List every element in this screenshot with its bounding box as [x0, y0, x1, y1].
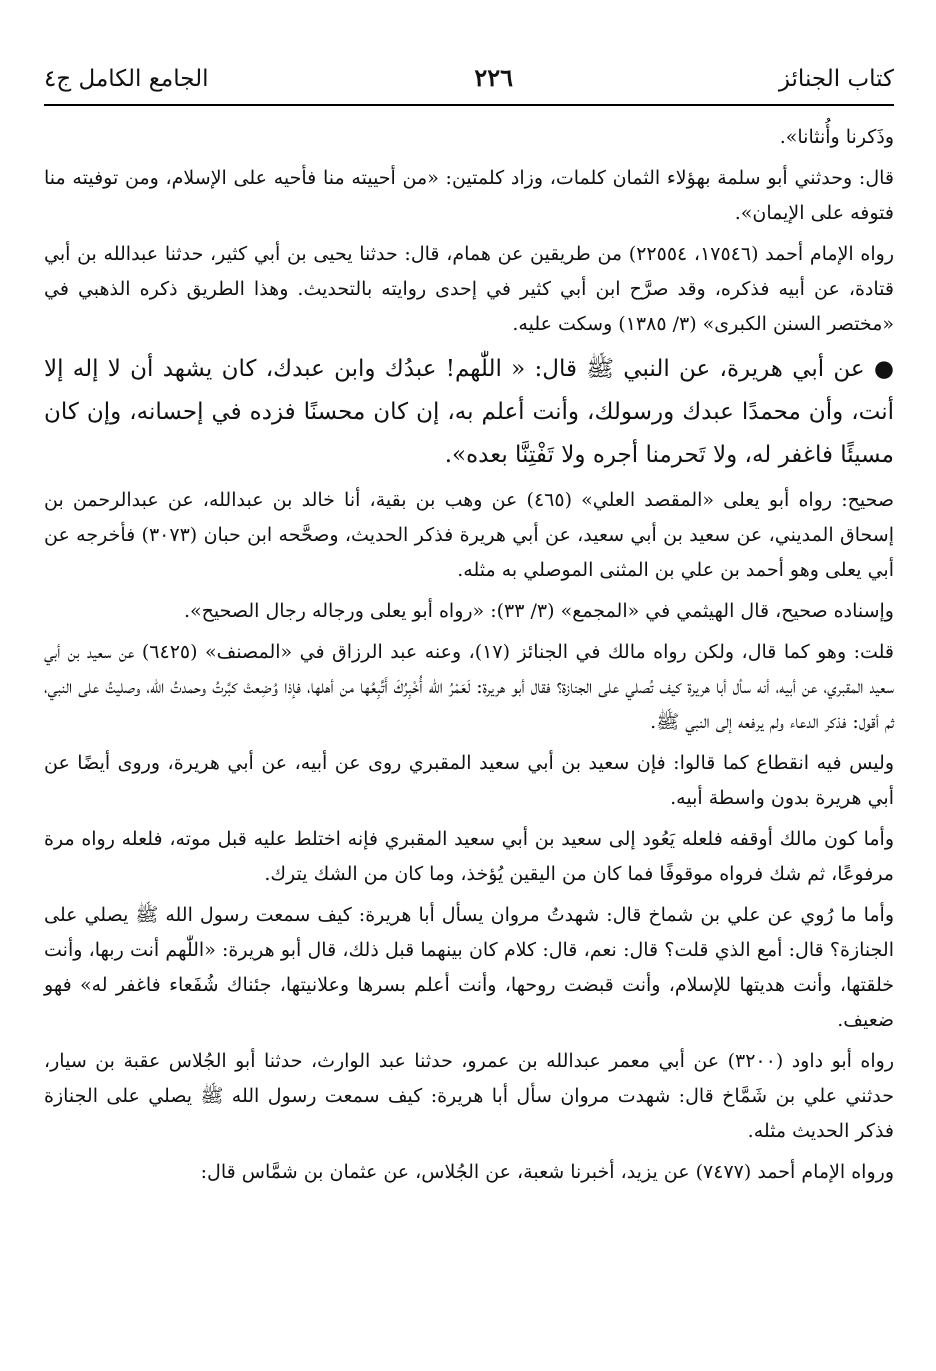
hadith-text: ● عن أبي هريرة، عن النبي ﷺ قال: « اللّٰهم! عبدُك وابن عبدك، كان يشهد أن لا إله إلا أنت، وأن محمدًا عبدك ورسولك، وأنت أعلم به، إن كان محسنًا فزده في إحسانه، وإن كان مسيئًا فاغفر له، ولا تَحرمنا أجره ولا تَفْتِنَّا بعده». [44, 356, 894, 468]
paragraph-3: رواه الإمام أحمد (١٧٥٤٦، ٢٢٥٥٤) من طريقين عن همام، قال: حدثنا يحيى بن أبي كثير، حدثنا عبدالله بن أبي قتادة، عن أبيه فذكره، وقد صرَّح ابن أبي كثير في إحدى روايته بالتحديث. وهذا الطريق ذكره الذهبي في «مختصر السنن الكبرى» (٣/ ١٣٨٥) وسكت عليه. [44, 243, 894, 335]
page [44, 58, 894, 1196]
page-number: ٢٢٦ [474, 63, 514, 92]
paragraph-2: قال: وحدثني أبو سلمة بهؤلاء الثمان كلمات، وزاد كلمتين: «من أحييته منا فأحيه على الإسلام، ومن توفيته منا فتوفه على الإيمان». [44, 167, 894, 224]
paragraph-1: وذَكرنا وأُنثانا». [779, 126, 894, 148]
header-rule [44, 104, 894, 106]
paragraph-6: وإسناده صحيح، قال الهيثمي في «المجمع» (٣/ ٣٣): «رواه أبو يعلى ورجاله رجال الصحيح». [183, 600, 894, 622]
paragraph-7: قلت: وهو كما قال، ولكن رواه مالك في الجنائز (١٧)، وعنه عبد الرزاق في «المصنف» (٦٤٢٥) عن سعيد بن أبي سعيد المقبري، عن أبيه، أنه سأل أبا هريرة كيف تُصلي على الجنازة؟ فقال أبو هريرة: لَعَمْرُ الله أُخْبِرُكَ أَتَّبِعُها من أهلها، فإذا وُضِعتْ كبَّرتُ وحمدتُ اللّٰه، وصليتُ على النبي، ثم أقول: فذكر الدعاء ولم يرفعه إلى النبي ﷺ. [44, 641, 895, 733]
page-body [44, 120, 894, 1190]
paragraph-11: رواه أبو داود (٣٢٠٠) عن أبي معمر عبدالله بن عمرو، حدثنا عبد الوارث، حدثنا أبو الجُلاس عقبة بن سيار، حدثني علي بن شَمَّاخ قال: شهدت مروان سأل أبا هريرة: كيف سمعت رسول الله ﷺ يصلي على الجنازة فذكر الحديث مثله. [44, 1050, 895, 1142]
running-header [44, 58, 894, 98]
paragraph-10: وأما ما رُوي عن علي بن شماخ قال: شهدتُ مروان يسأل أبا هريرة: كيف سمعت رسول الله ﷺ يصلي على الجنازة؟ قال: أمع الذي قلت؟ قال: نعم، قال: كلام كان بينهما قبل ذلك، قال أبو هريرة: «اللّٰهم أنت ربها، وأنت خلقتها، وأنت هديتها للإسلام، وأنت قبضت روحها، وأنت أعلم بسرها وعلانيتها، جئناك شُفَعاء فاغفر له» فهو ضعيف. [44, 904, 894, 1031]
chapter-title: كتاب الجنائز [778, 66, 894, 92]
paragraph-12: ورواه الإمام أحمد (٧٤٧٧) عن يزيد، أخبرنا شعبة، عن الجُلاس، عن عثمان بن شمَّاس قال: [200, 1161, 894, 1183]
paragraph-9: وأما كون مالك أوقفه فلعله يَعُود إلى سعيد بن أبي سعيد المقبري فإنه اختلط عليه قبل موته، فلعله رواه مرة مرفوعًا، ثم شك فرواه موقوفًا فما كان من اليقين يُؤخذ، وما كان من الشك يترك. [44, 828, 894, 885]
paragraph-8: وليس فيه انقطاع كما قالوا: فإن سعيد بن أبي سعيد المقبري روى عن أبيه، عن أبي هريرة، وروى أيضًا عن أبي هريرة بدون واسطة أبيه. [44, 752, 894, 809]
paragraph-5: صحيح: رواه أبو يعلى «المقصد العلي» (٤٦٥) عن وهب بن بقية، أنا خالد بن عبدالله، عن عبدالرحمن بن إسحاق المديني، عن سعيد بن أبي سعيد، عن أبي هريرة فذكر الحديث، وصحَّحه ابن حبان (٣٠٧٣) فأخرجه عن أبي يعلى وهو أحمد بن علي بن المثنى الموصلي به مثله. [44, 489, 894, 581]
book-title: الجامع الكامل ج٤ [44, 66, 209, 92]
